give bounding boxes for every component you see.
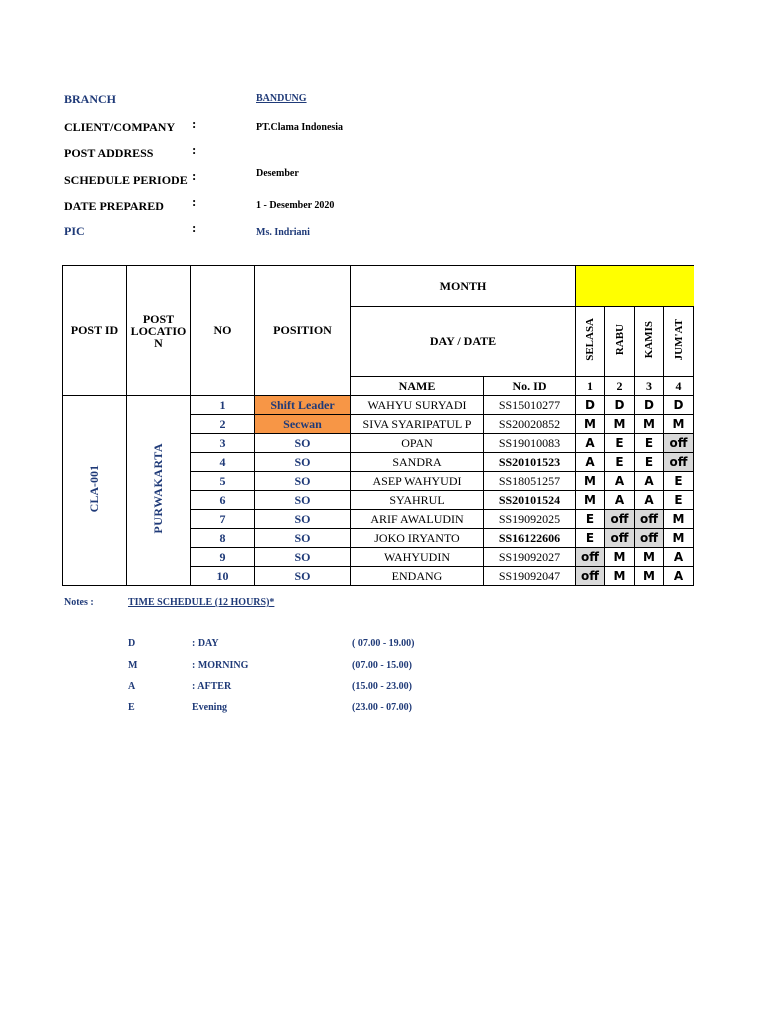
shift-cell: off	[635, 510, 664, 529]
shift-cell: M	[635, 548, 664, 567]
shift-cell: off	[576, 567, 605, 586]
legend-time: (23.00 - 07.00)	[352, 702, 412, 713]
branch-label: BRANCH	[64, 92, 117, 106]
name-header: NAME	[351, 377, 484, 396]
staff-id-cell: SS19092027	[484, 548, 576, 567]
legend-code: E	[128, 702, 135, 713]
staff-id-cell: SS18051257	[484, 472, 576, 491]
shift-cell: off	[605, 510, 635, 529]
shift-cell: E	[576, 529, 605, 548]
noid-header: No. ID	[484, 377, 576, 396]
shift-cell: E	[664, 472, 694, 491]
month-header: MONTH	[351, 266, 576, 307]
shift-cell: E	[605, 453, 635, 472]
name-cell: SIVA SYARIPATUL P	[351, 415, 484, 434]
pic-label: PIC	[64, 224, 85, 238]
name-cell: SANDRA	[351, 453, 484, 472]
name-cell: OPAN	[351, 434, 484, 453]
date-header: 3	[635, 377, 664, 396]
shift-cell: M	[605, 567, 635, 586]
legend-description: : AFTER	[192, 681, 232, 692]
shift-cell: A	[664, 567, 694, 586]
position-cell: SO	[255, 529, 351, 548]
day-header-4	[664, 307, 694, 377]
client-colon: :	[192, 116, 197, 131]
shift-cell: A	[605, 491, 635, 510]
row-number: 7	[191, 510, 255, 529]
legend-time: (07.00 - 15.00)	[352, 660, 412, 671]
row-number: 6	[191, 491, 255, 510]
legend-code: A	[128, 681, 136, 692]
shift-cell: off	[576, 548, 605, 567]
month-value-cell	[576, 266, 694, 307]
name-cell: ASEP WAHYUDI	[351, 472, 484, 491]
no-header: NO	[191, 266, 255, 396]
position-cell: Shift Leader	[255, 396, 351, 415]
post-address-colon: :	[192, 142, 197, 157]
shift-cell: E	[664, 491, 694, 510]
day-label: KAMIS	[643, 320, 655, 359]
staff-id-cell: SS19092025	[484, 510, 576, 529]
staff-id-cell: SS20101524	[484, 491, 576, 510]
shift-cell: M	[605, 415, 635, 434]
staff-id-cell: SS19092047	[484, 567, 576, 586]
row-number: 3	[191, 434, 255, 453]
date-prepared-value: 1 - Desember 2020	[256, 200, 335, 211]
name-cell: SYAHRUL	[351, 491, 484, 510]
row-number: 9	[191, 548, 255, 567]
client-value: PT.Clama Indonesia	[256, 122, 344, 133]
post-location-cell	[127, 396, 191, 586]
day-header-1	[576, 307, 605, 377]
row-number: 5	[191, 472, 255, 491]
pic-value: Ms. Indriani	[256, 227, 310, 238]
legend-code: D	[128, 638, 136, 649]
legend-description: : DAY	[192, 638, 219, 649]
shift-cell: M	[635, 567, 664, 586]
name-cell: ARIF AWALUDIN	[351, 510, 484, 529]
staff-id-cell: SS20101523	[484, 453, 576, 472]
shift-cell: M	[635, 415, 664, 434]
position-cell: SO	[255, 510, 351, 529]
shift-cell: D	[605, 396, 635, 415]
row-number: 1	[191, 396, 255, 415]
date-header: 1	[576, 377, 605, 396]
shift-cell: M	[664, 529, 694, 548]
day-label: RABU	[613, 323, 626, 356]
day-header-3	[635, 307, 664, 377]
staff-id-cell: SS16122606	[484, 529, 576, 548]
branch-value: BANDUNG	[256, 93, 307, 104]
post-id-header: POST ID	[63, 266, 127, 396]
notes-label: Notes :	[64, 597, 94, 608]
shift-cell: off	[605, 529, 635, 548]
table-row	[63, 396, 694, 415]
position-cell: Secwan	[255, 415, 351, 434]
row-number: 10	[191, 567, 255, 586]
post-location-value: PURWAKARTA	[151, 443, 165, 534]
day-label: JUM'AT	[672, 318, 685, 361]
shift-cell: M	[576, 472, 605, 491]
client-label: CLIENT/COMPANY	[64, 120, 176, 134]
shift-cell: D	[664, 396, 694, 415]
shift-cell: A	[576, 434, 605, 453]
shift-cell: D	[635, 396, 664, 415]
shift-cell: D	[576, 396, 605, 415]
legend-description: : MORNING	[192, 660, 249, 671]
schedule-period-label: SCHEDULE PERIODE	[64, 173, 188, 187]
shift-cell: M	[605, 548, 635, 567]
shift-cell: off	[664, 434, 694, 453]
position-cell: SO	[255, 434, 351, 453]
date-prepared-colon: :	[192, 194, 197, 209]
schedule-period-colon: :	[192, 168, 197, 183]
pic-colon: :	[192, 220, 197, 235]
shift-cell: M	[664, 510, 694, 529]
position-cell: SO	[255, 472, 351, 491]
position-header: POSITION	[255, 266, 351, 396]
shift-cell: E	[605, 434, 635, 453]
name-cell: WAHYU SURYADI	[351, 396, 484, 415]
name-cell: JOKO IRYANTO	[351, 529, 484, 548]
post-id-value: CLA-001	[87, 464, 101, 513]
row-number: 4	[191, 453, 255, 472]
shift-cell: A	[635, 491, 664, 510]
legend-time: ( 07.00 - 19.00)	[352, 638, 415, 649]
shift-cell: E	[635, 453, 664, 472]
name-cell: WAHYUDIN	[351, 548, 484, 567]
staff-id-cell: SS20020852	[484, 415, 576, 434]
shift-cell: A	[664, 548, 694, 567]
legend-code: M	[128, 660, 138, 671]
notes-title: TIME SCHEDULE (12 HOURS)*	[128, 597, 275, 608]
date-header: 4	[664, 377, 694, 396]
position-cell: SO	[255, 548, 351, 567]
day-label: SELASA	[584, 318, 596, 361]
date-header: 2	[605, 377, 635, 396]
day-date-header: DAY / DATE	[351, 307, 576, 377]
staff-id-cell: SS15010277	[484, 396, 576, 415]
shift-cell: M	[576, 415, 605, 434]
position-cell: SO	[255, 567, 351, 586]
post-address-label: POST ADDRESS	[64, 146, 154, 160]
day-header-2	[605, 307, 635, 377]
post-id-cell	[63, 396, 127, 586]
legend-description: Evening	[192, 702, 228, 713]
shift-cell: off	[635, 529, 664, 548]
date-prepared-label: DATE PREPARED	[64, 199, 164, 213]
name-cell: ENDANG	[351, 567, 484, 586]
row-number: 8	[191, 529, 255, 548]
shift-cell: off	[664, 453, 694, 472]
shift-cell: E	[576, 510, 605, 529]
shift-cell: A	[576, 453, 605, 472]
schedule-table	[62, 265, 694, 586]
schedule-period-value: Desember	[256, 168, 299, 179]
position-cell: SO	[255, 453, 351, 472]
shift-cell: M	[664, 415, 694, 434]
row-number: 2	[191, 415, 255, 434]
shift-cell: A	[605, 472, 635, 491]
post-location-header: POST LOCATIO N	[127, 266, 191, 396]
shift-cell: E	[635, 434, 664, 453]
shift-cell: M	[576, 491, 605, 510]
shift-cell: A	[635, 472, 664, 491]
legend-time: (15.00 - 23.00)	[352, 681, 412, 692]
position-cell: SO	[255, 491, 351, 510]
staff-id-cell: SS19010083	[484, 434, 576, 453]
